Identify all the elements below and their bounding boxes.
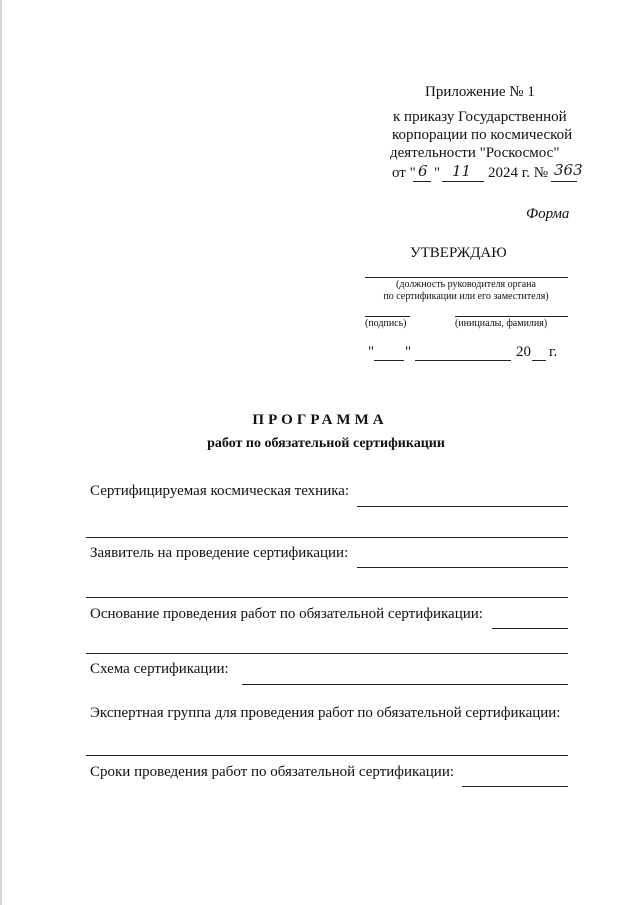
signature-caption: (подпись) [365,318,407,329]
order-date-prefix: от " [392,165,416,181]
order-date-month: 11 [452,162,472,180]
field-equipment-line [357,506,568,507]
approval-day-line [374,360,404,361]
field-scheme-label: Схема сертификации: [90,661,229,677]
order-number-line [551,181,577,182]
field-terms-label: Сроки проведения работ по обязательной сертификации: [90,764,455,780]
field-applicant-label: Заявитель на проведение сертификации: [90,545,349,561]
field-scheme-line [242,684,568,685]
program-title: ПРОГРАММА [252,412,388,428]
field-basis-line-2 [86,653,568,654]
field-basis-line [492,628,568,629]
order-line-2: корпорации по космической [392,127,573,143]
approval-year-suffix: г. [549,344,558,360]
page-edge [0,0,2,905]
order-line-1: к приказу Государственной [393,109,567,125]
approval-month-line [415,360,511,361]
approval-date-open-quote: " [368,344,375,360]
field-applicant-line-2 [86,597,568,598]
approval-title: УТВЕРЖДАЮ [410,245,507,261]
order-date-month-line [442,181,484,182]
approval-year-prefix: 20 [516,344,531,360]
approval-year-line [532,360,546,361]
field-equipment-label: Сертифицируемая космическая техника: [90,483,350,499]
field-applicant-line [357,567,568,568]
appendix-number: Приложение № 1 [425,84,535,100]
signature-line [365,316,410,317]
form-label: Форма [526,206,570,222]
position-caption-2: по сертификации или его заместителя) [383,291,549,302]
order-date-day-line [413,181,431,182]
field-basis-label: Основание проведения работ по обязательной сертификации: [90,606,483,622]
order-number: 363 [554,161,583,179]
field-terms-line [462,786,568,787]
approval-date-close-quote: " [405,344,412,360]
field-expert-group-line [86,755,568,756]
name-line [455,316,568,317]
order-date-year: 2024 г. № [488,165,549,181]
order-date-quote: " [434,165,441,181]
program-subtitle: работ по обязательной сертификации [207,436,445,451]
order-date-day: 6 [418,162,428,180]
name-caption: (инициалы, фамилия) [455,318,548,329]
position-caption-1: (должность руководителя органа [396,279,536,290]
field-equipment-line-2 [86,537,568,538]
position-line [365,277,568,278]
field-expert-group-label: Экспертная группа для проведения работ по обязательной сертификации: [90,705,561,721]
order-line-3: деятельности "Роскосмос" [390,145,560,161]
